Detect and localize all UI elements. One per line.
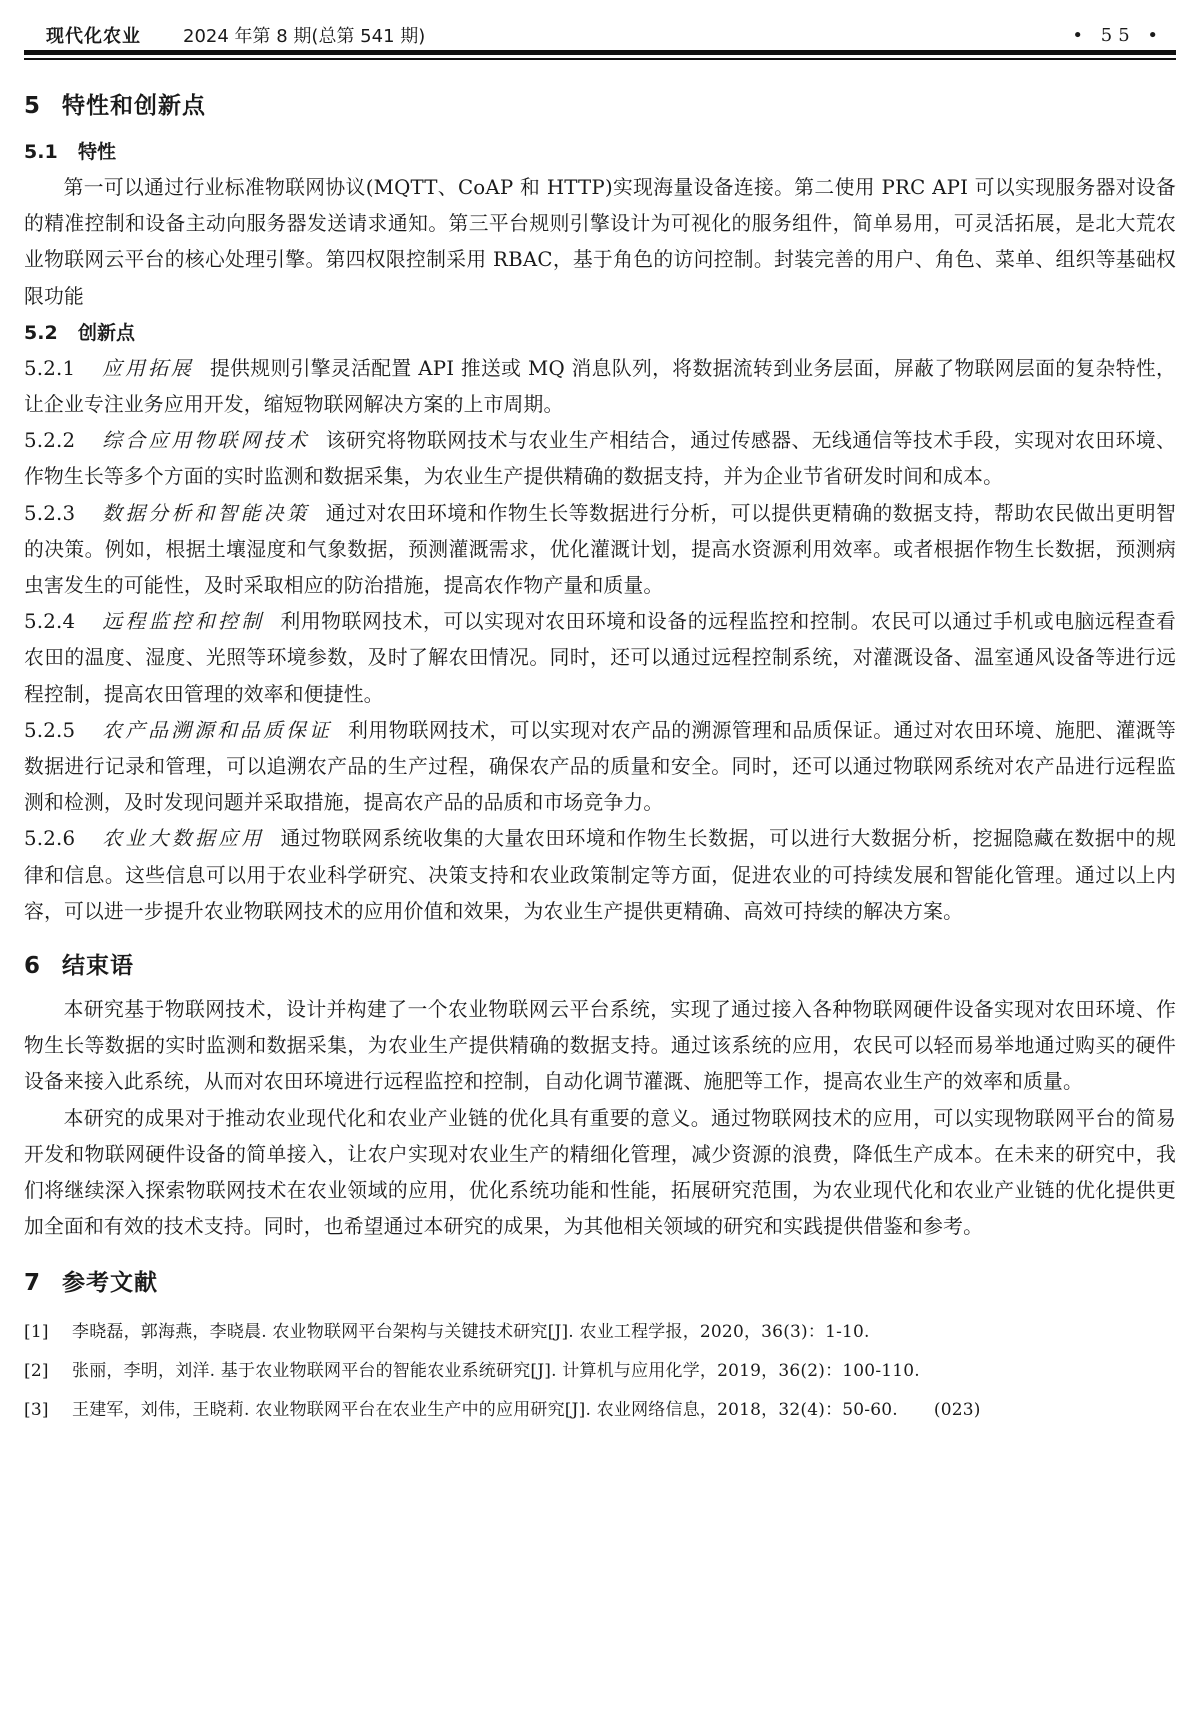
page (24, 0, 1176, 1715)
item-text: 通过对农田环境和作物生长等数据进行分析，可以提供更精确的数据支持，帮助农民做出更明智的决策。例如，根据土壤湿度和气象数据，预测灌溉需求，优化灌溉计划，提高水资源利用效率。或者根据作物生长数据，预测病虫害发生的可能性，及时采取相应的防治措施，提高农作物产量和质量。 (24, 501, 1176, 598)
innovation-item (24, 423, 1176, 495)
subsection-number: 5.2 (24, 321, 58, 344)
item-title: 农业大数据应用 (102, 827, 265, 851)
reference-number: [2] (24, 1361, 49, 1382)
header-rule-thin (24, 58, 1176, 60)
item-number: 5.2.6 (24, 827, 76, 851)
section-title: 参考文献 (62, 1270, 158, 1297)
article-body (24, 84, 1176, 1430)
reference-text: 张丽，李明，刘洋. 基于农业物联网平台的智能农业系统研究[J]. 计算机与应用化学，2019，36(2)：100-110. (72, 1361, 920, 1382)
issue-info: 2024 年第 8 期(总第 541 期) (183, 26, 426, 47)
item-title: 应用拓展 (102, 356, 194, 380)
item-number: 5.2.3 (24, 501, 76, 525)
section-heading (24, 944, 1176, 988)
paragraph: 本研究基于物联网技术，设计并构建了一个农业物联网云平台系统，实现了通过接入各种物联网硬件设备实现对农田环境、作物生长等数据的实时监测和数据采集，为农业生产提供精确的数据支持。通过该系统的应用，农民可以轻而易举地通过购买的硬件设备来接入此系统，从而对农田环境进行远程监控和控制，自动化调节灌溉、施肥等工作，提高农业生产的效率和质量。 (24, 998, 1176, 1094)
item-title: 远程监控和控制 (102, 610, 265, 634)
item-text: 通过物联网系统收集的大量农田环境和作物生长数据，可以进行大数据分析，挖掘隐藏在数据中的规律和信息。这些信息可以用于农业科学研究、决策支持和农业政策制定等方面，促进农业的可持续发展和智能化管理。通过以上内容，可以进一步提升农业物联网技术的应用价值和效果，为农业生产提供更精确、高效可持续的解决方案。 (24, 827, 1176, 923)
subsection-heading (24, 315, 1176, 351)
section-5 (24, 84, 1176, 930)
reference-number: [1] (24, 1322, 49, 1343)
reference-item (24, 1313, 1176, 1352)
item-title: 综合应用物联网技术 (102, 429, 310, 453)
item-text: 该研究将物联网技术与农业生产相结合，通过传感器、无线通信等技术手段，实现对农田环境、作物生长等多个方面的实时监测和数据采集，为农业生产提供精确的数据支持，并为企业节省研发时间和成本。 (24, 429, 1176, 489)
section-number: 5 (24, 93, 42, 119)
subsection-heading (24, 134, 1176, 170)
reference-number: [3] (24, 1400, 49, 1421)
innovation-item (24, 821, 1176, 930)
item-number: 5.2.1 (24, 356, 76, 380)
innovation-item (24, 604, 1176, 713)
paragraph: 本研究的成果对于推动农业现代化和农业产业链的优化具有重要的意义。通过物联网技术的应用，可以实现物联网平台的简易开发和物联网硬件设备的简单接入，让农户实现对农业生产的精细化管理，减少资源的浪费，降低生产成本。在未来的研究中，我们将继续深入探索物联网技术在农业领域的应用，优化系统功能和性能，拓展研究范围，为农业现代化和农业产业链的优化提供更加全面和有效的技术支持。同时，也希望通过本研究的成果，为其他相关领域的研究和实践提供借鉴和参考。 (24, 1106, 1176, 1239)
item-number: 5.2.2 (24, 429, 76, 453)
header-rule-thick (24, 50, 1176, 55)
article-code: (023) (933, 1400, 981, 1421)
reference-text: 王建军，刘伟，王晓莉. 农业物联网平台在农业生产中的应用研究[J]. 农业网络信息，2018，32(4)：50-60. (72, 1400, 898, 1421)
item-text: 利用物联网技术，可以实现对农田环境和设备的远程监控和控制。农民可以通过手机或电脑远程查看农田的温度、湿度、光照等环境参数，及时了解农田情况。同时，还可以通过远程控制系统，对灌溉设备、温室通风设备等进行远程控制，提高农田管理的效率和便捷性。 (24, 610, 1176, 706)
item-number: 5.2.4 (24, 610, 76, 634)
item-title: 农产品溯源和品质保证 (102, 718, 333, 742)
reference-text: 李晓磊，郭海燕，李晓晨. 农业物联网平台架构与关键技术研究[J]. 农业工程学报，2020，36(3)：1-10. (72, 1322, 870, 1343)
section-title: 结束语 (62, 953, 134, 980)
section-heading (24, 84, 1176, 128)
section-7-references (24, 1261, 1176, 1430)
subsection-number: 5.1 (24, 141, 58, 163)
section-number: 7 (24, 1270, 42, 1297)
journal-name: 现代化农业 (46, 26, 141, 47)
running-header (46, 20, 1164, 50)
item-text: 提供规则引擎灵活配置 API 推送或 MQ 消息队列，将数据流转到业务层面，屏蔽了物联网层面的复杂特性，让企业专注业务应用开发，缩短物联网解决方案的上市周期。 (24, 356, 1176, 417)
item-text: 利用物联网技术，可以实现对农产品的溯源管理和品质保证。通过对农田环境、施肥、灌溉等数据进行记录和管理，可以追溯农产品的生产过程，确保农产品的质量和安全。同时，还可以通过物联网系统对农产品进行远程监测和检测，及时发现问题并采取措施，提高农产品的品质和市场竞争力。 (24, 718, 1176, 815)
reference-item (24, 1391, 1176, 1430)
innovation-item (24, 713, 1176, 822)
section-number: 6 (24, 953, 42, 980)
page-number: • 55 • (1072, 24, 1164, 46)
section-heading (24, 1261, 1176, 1305)
reference-item (24, 1352, 1176, 1391)
section-6 (24, 944, 1176, 1245)
innovation-item (24, 496, 1176, 605)
paragraph: 第一可以通过行业标准物联网协议(MQTT、CoAP 和 HTTP)实现海量设备连接。第二使用 PRC API 可以实现服务器对设备的精准控制和设备主动向服务器发送请求通知。第三平台规则引擎设计为可视化的服务组件，简单易用，可灵活拓展，是北大荒农业物联网云平台的核心处理引擎。第四权限控制采用 RBAC，基于角色的访问控制。封装完善的用户、角色、菜单、组织等基础权限功能 (24, 176, 1176, 308)
item-number: 5.2.5 (24, 718, 76, 742)
subsection-title: 特性 (78, 141, 117, 163)
subsection-title: 创新点 (78, 321, 136, 344)
section-title: 特性和创新点 (62, 93, 206, 119)
item-title: 数据分析和智能决策 (102, 501, 310, 525)
innovation-item (24, 351, 1176, 423)
